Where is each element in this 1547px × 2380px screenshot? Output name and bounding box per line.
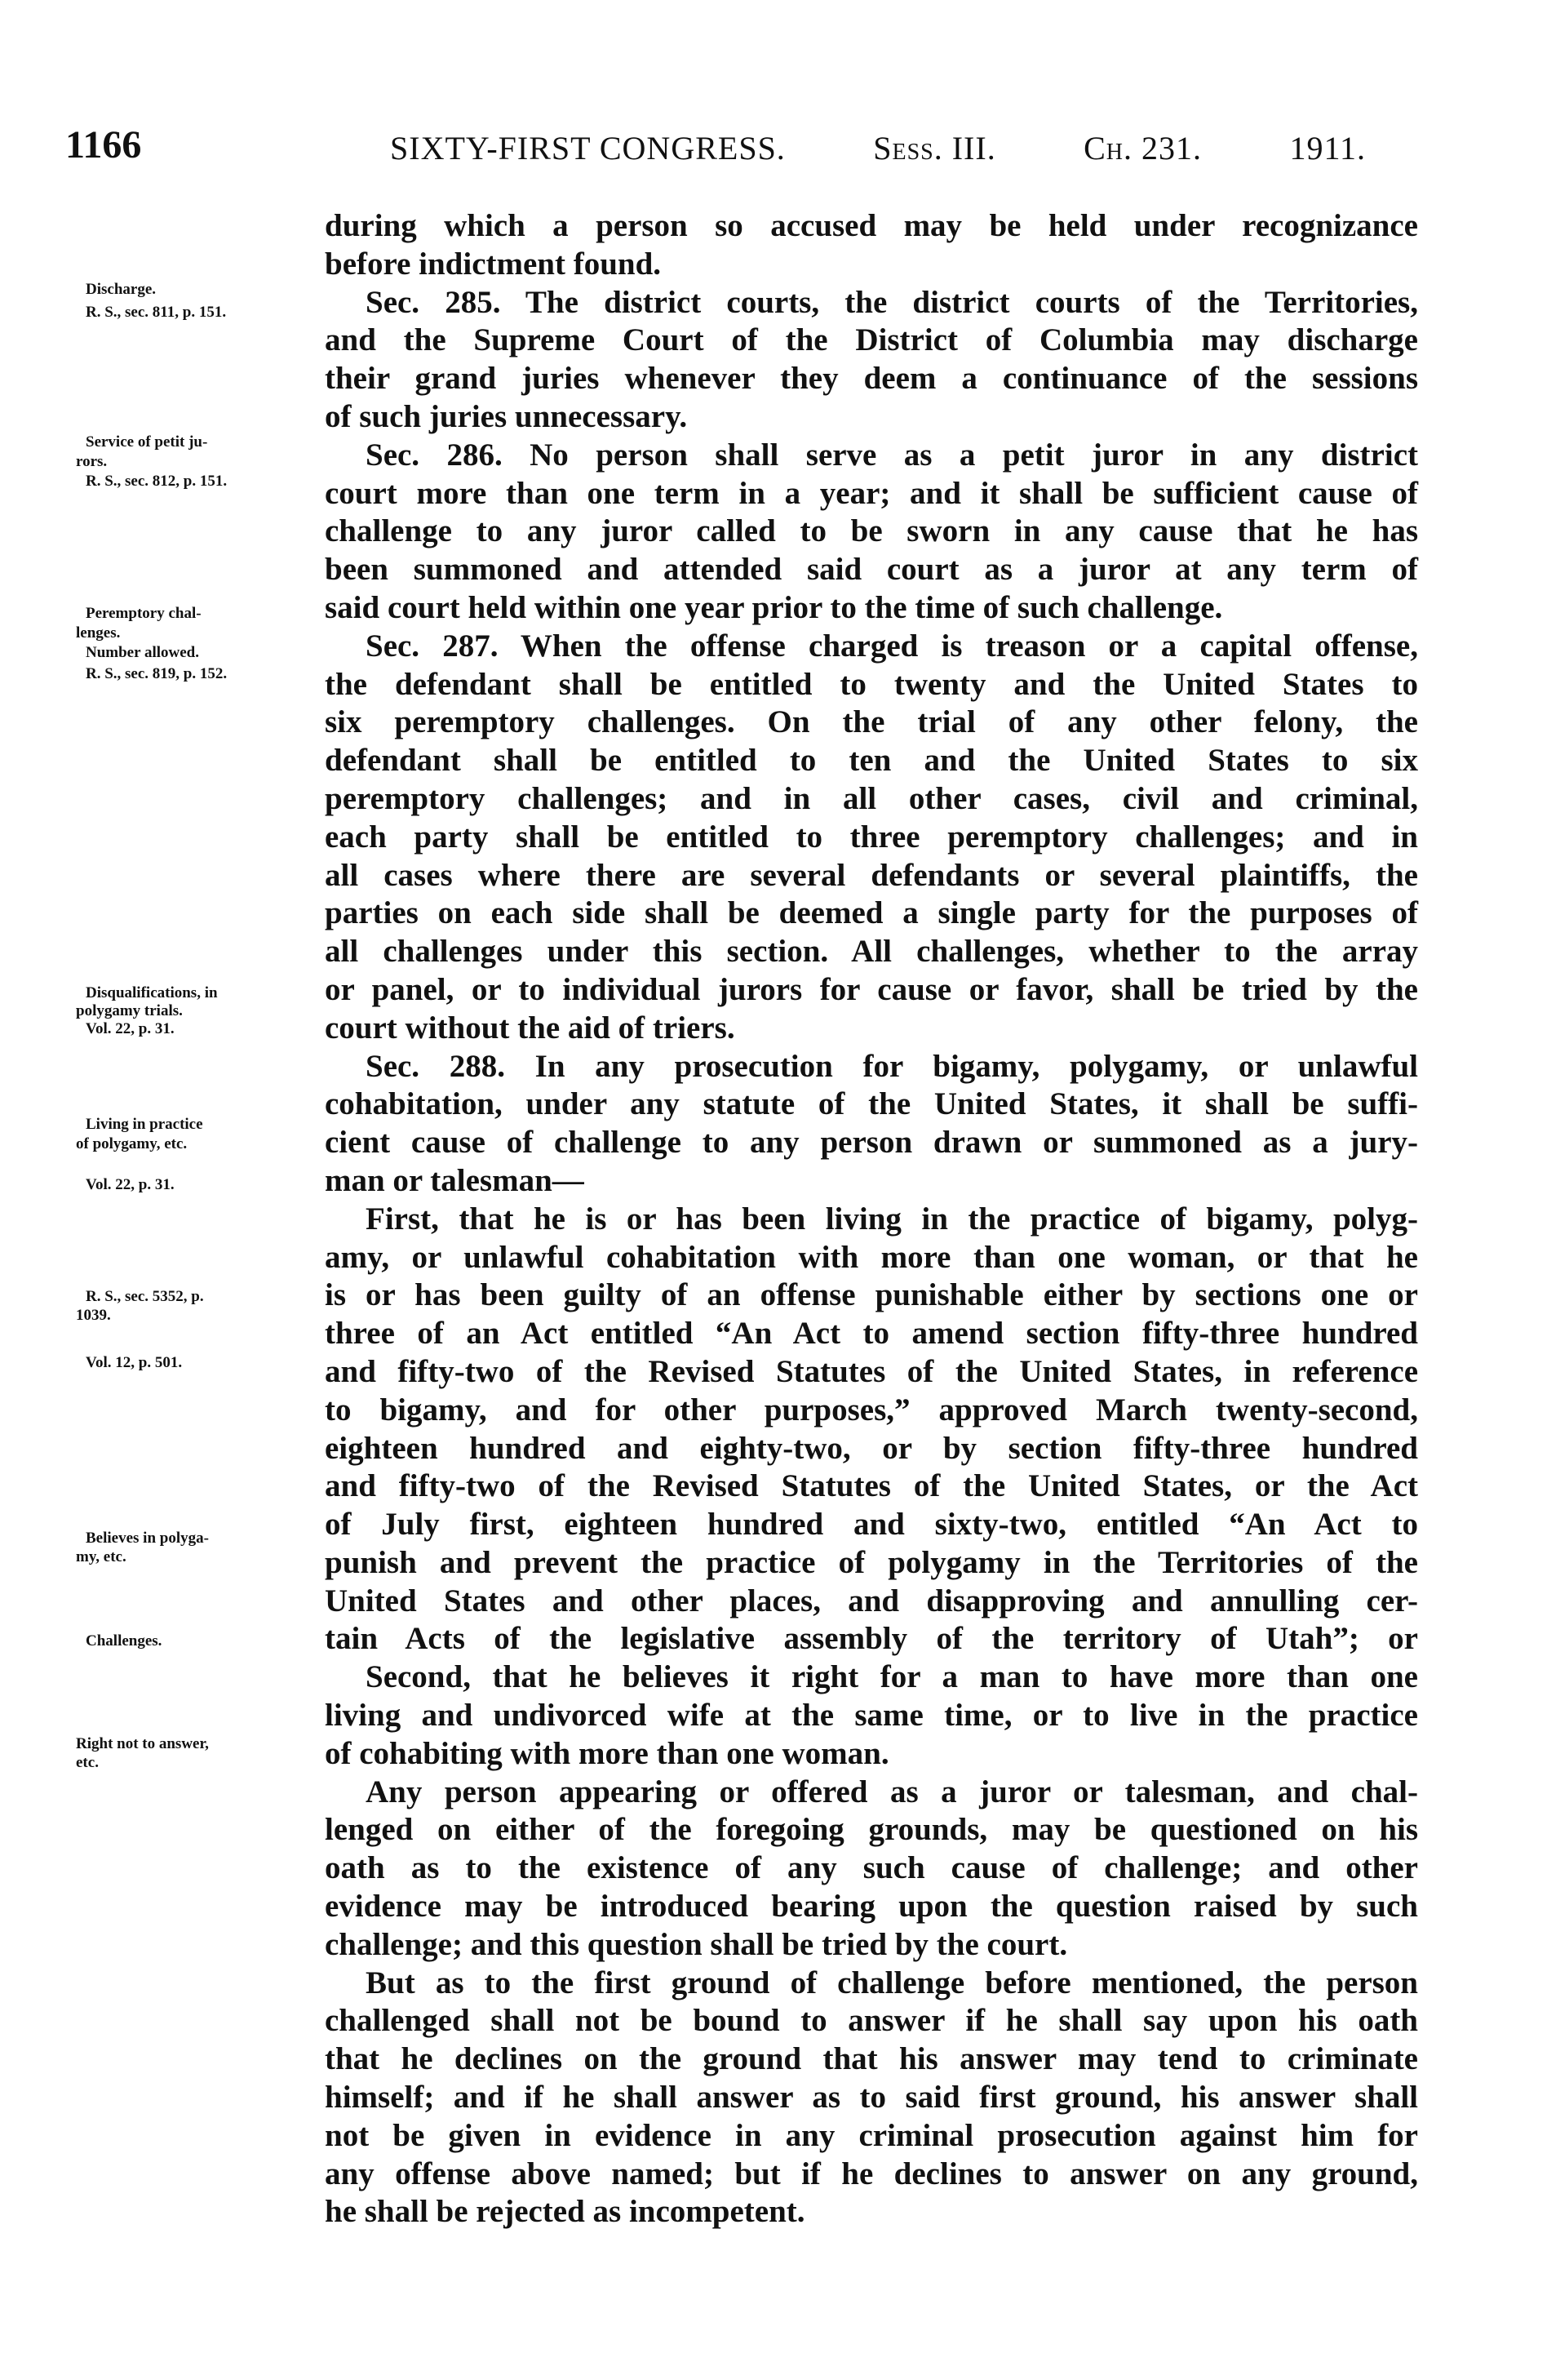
margin-note: etc. [76, 1754, 99, 1771]
margin-note: R. S., sec. 819, p. 152. [86, 665, 228, 682]
header-congress: SIXTY-FIRST CONGRESS. [390, 130, 786, 167]
text-line: said court held within one year prior to the time of such challenge. [325, 589, 1223, 625]
text-line: and fifty-two of the Revised Statutes of the United States, or the Act [325, 1468, 1418, 1504]
text-line: challenge to any juror called to be sworn in any cause that he has [325, 513, 1418, 549]
text-line: before indictment found. [325, 246, 662, 282]
text-line: challenged shall not be bound to answer if he shall say upon his oath [325, 2003, 1418, 2039]
text-line: amy, or unlawful cohabitation with more than one woman, or that he [325, 1239, 1418, 1275]
text-line: United States and other places, and disapproving and annulling cer- [325, 1583, 1418, 1618]
body-text [325, 207, 1418, 2231]
text-line: Sec. 288. In any prosecution for bigamy, polygamy, or unlawful [366, 1048, 1418, 1084]
text-line: oath as to the existence of any such cause of challenge; and other [325, 1850, 1418, 1886]
text-line: of July first, eighteen hundred and sixty-two, entitled “An Act to [325, 1507, 1418, 1543]
text-line: each party shall be entitled to three peremptory challenges; and in [325, 819, 1418, 855]
text-line: First, that he is or has been living in the practice of bigamy, polyg- [366, 1201, 1418, 1237]
margin-note: my, etc. [76, 1548, 126, 1565]
text-line: any offense above named; but if he declines to answer on any ground, [325, 2156, 1418, 2191]
margin-note: Vol. 22, p. 31. [86, 1176, 175, 1193]
text-line: all challenges under this section. All challenges, whether to the array [325, 934, 1418, 970]
text-line: court without the aid of triers. [325, 1010, 735, 1046]
text-line: of such juries unnecessary. [325, 398, 688, 434]
margin-note: rors. [76, 453, 108, 470]
header-chapter: Ch. 231. [1084, 130, 1203, 167]
text-line: cohabitation, under any statute of the United States, it shall be suffi- [325, 1086, 1418, 1122]
text-line: Any person appearing or offered as a juror or talesman, and chal- [366, 1774, 1418, 1809]
text-line: Sec. 285. The district courts, the district courts of the Territories, [366, 284, 1418, 320]
text-line: been summoned and attended said court as a juror at any term of [325, 552, 1418, 588]
text-line: all cases where there are several defendants or several plaintiffs, the [325, 857, 1418, 893]
margin-note: Right not to answer, [76, 1735, 209, 1752]
text-line: punish and prevent the practice of polygamy in the Territories of the [325, 1544, 1418, 1580]
text-line: and the Supreme Court of the District of Columbia may discharge [325, 322, 1418, 358]
text-line: eighteen hundred and eighty-two, or by section fifty-three hundred [325, 1430, 1418, 1466]
text-line: their grand juries whenever they deem a continuance of the sessions [325, 361, 1418, 397]
text-line: the defendant shall be entitled to twenty and the United States to [325, 666, 1418, 702]
running-header [390, 129, 1366, 167]
margin-note: Believes in polyga- [86, 1530, 209, 1547]
margin-note: Vol. 22, p. 31. [86, 1020, 175, 1037]
text-line: man or talesman— [325, 1162, 584, 1198]
text-line: evidence may be introduced bearing upon the question raised by such [325, 1889, 1418, 1925]
text-line: lenged on either of the foregoing grounds, may be questioned on his [325, 1812, 1418, 1848]
text-line: challenge; and this question shall be tried by the court. [325, 1926, 1068, 1962]
margin-note: R. S., sec. 811, p. 151. [86, 304, 227, 321]
text-line: is or has been guilty of an offense punishable either by sections one or [325, 1277, 1418, 1313]
text-line: Sec. 286. No person shall serve as a petit juror in any district [366, 437, 1418, 473]
text-line: court more than one term in a year; and it shall be sufficient cause of [325, 475, 1418, 511]
text-line: living and undivorced wife at the same time, or to live in the practice [325, 1698, 1418, 1734]
text-line: tain Acts of the legislative assembly of the territory of Utah”; or [325, 1621, 1418, 1657]
margin-note: of polygamy, etc. [76, 1135, 188, 1152]
margin-note: Service of petit ju- [86, 433, 208, 451]
margin-note: R. S., sec. 5352, p. [86, 1288, 204, 1305]
text-line: cient cause of challenge to any person drawn or summoned as a jury- [325, 1125, 1418, 1161]
header-year: 1911. [1289, 130, 1366, 167]
text-line: and fifty-two of the Revised Statutes of the United States, in reference [325, 1353, 1418, 1389]
text-line: three of an Act entitled “An Act to amend section fifty-three hundred [325, 1316, 1418, 1352]
text-line: during which a person so accused may be held under recognizance [325, 208, 1418, 243]
text-line: of cohabiting with more than one woman. [325, 1735, 889, 1771]
margin-note: polygamy trials. [76, 1002, 183, 1019]
margin-note: Peremptory chal- [86, 605, 202, 622]
text-line: to bigamy, and for other purposes,” approved March twenty-second, [325, 1392, 1418, 1428]
page-number: 1166 [65, 123, 142, 167]
text-line: he shall be rejected as incompetent. [325, 2194, 805, 2230]
margin-note: Challenges. [86, 1632, 162, 1650]
text-line: Sec. 287. When the offense charged is treason or a capital offense, [366, 628, 1418, 664]
margin-note: lenges. [76, 624, 121, 642]
text-line: not be given in evidence in any criminal prosecution against him for [325, 2117, 1418, 2153]
margin-note: Discharge. [86, 281, 157, 298]
text-line: But as to the first ground of challenge before mentioned, the person [366, 1965, 1418, 2000]
text-line: parties on each side shall be deemed a single party for the purposes of [325, 895, 1418, 931]
text-line: defendant shall be entitled to ten and the United States to six [325, 743, 1418, 779]
margin-note: Number allowed. [86, 644, 199, 661]
text-line: or panel, or to individual jurors for cause or favor, shall be tried by the [325, 971, 1418, 1007]
margin-note: Disqualifications, in [86, 984, 218, 1001]
text-line: peremptory challenges; and in all other cases, civil and criminal, [325, 780, 1418, 816]
text-line: six peremptory challenges. On the trial of any other felony, the [325, 704, 1418, 740]
margin-note: R. S., sec. 812, p. 151. [86, 473, 228, 490]
margin-note: Living in practice [86, 1116, 203, 1133]
text-line: himself; and if he shall answer as to said first ground, his answer shall [325, 2080, 1418, 2116]
margin-note: Vol. 12, p. 501. [86, 1354, 183, 1371]
header-session: Sess. III. [873, 130, 996, 167]
margin-note: 1039. [76, 1307, 111, 1324]
text-line: that he declines on the ground that his answer may tend to criminate [325, 2041, 1418, 2077]
text-line: Second, that he believes it right for a man to have more than one [366, 1659, 1418, 1695]
